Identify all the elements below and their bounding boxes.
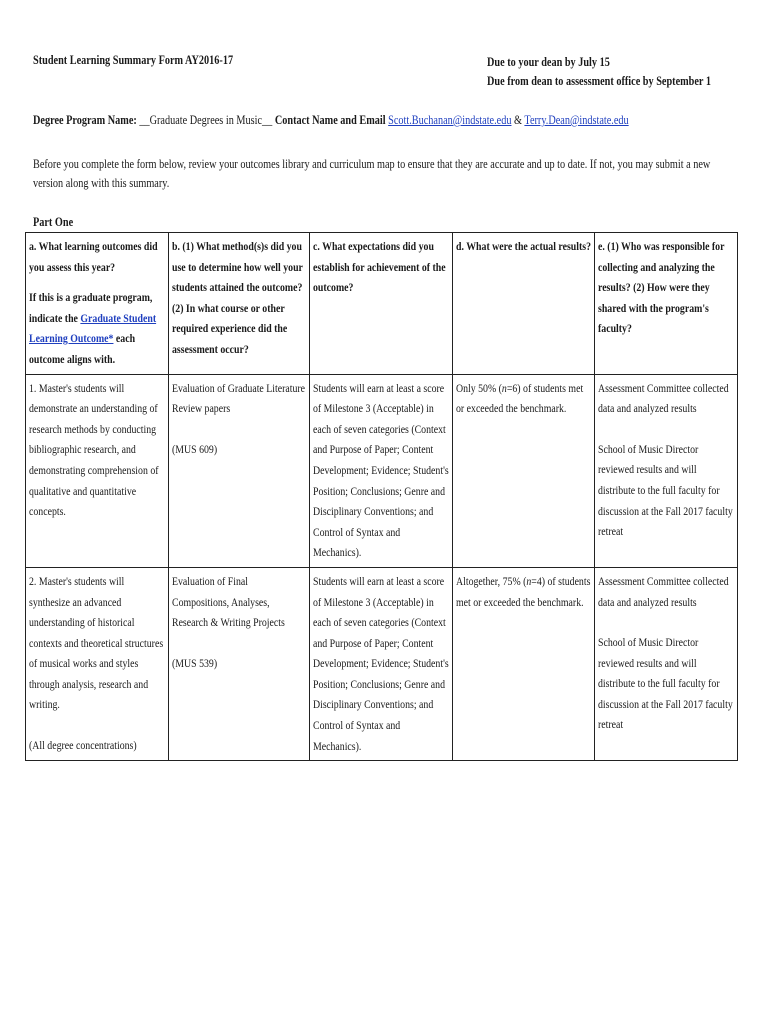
table-header-row xyxy=(26,233,738,375)
header-a-grad xyxy=(29,287,165,369)
row1-outcome: 1. Master's students will demonstrate an understanding of research methods by conducting bibliographic research, and demonstrating comprehension of qualitative and quantitative concepts. xyxy=(26,374,169,567)
header-a-grad-suffix: each outcome aligns with. xyxy=(29,331,136,366)
email-link-2[interactable]: Terry.Dean@indstate.edu xyxy=(524,113,629,127)
row2-outcome: 2. Master's students will synthesize an advanced understanding of historical contexts and theoretical structures of musical works and styles through analysis, research and writing. (All degree concentrations) xyxy=(26,567,169,760)
table-row xyxy=(26,567,738,760)
amp: & xyxy=(514,113,523,127)
contact-label: Contact Name and Email xyxy=(274,113,386,127)
table-row xyxy=(26,374,738,567)
header-e: e. (1) Who was responsible for collecting and analyzing the results? (2) How were they shared with the program's faculty? xyxy=(595,233,738,375)
intro-text: Before you complete the form below, review your outcomes library and curriculum map to ensure that they are accurate and up to date. If not, you may submit a new version along with this summary. xyxy=(33,157,711,190)
due-dates xyxy=(487,53,711,91)
row1-result: Only 50% (n=6) of students met or exceeded the benchmark. xyxy=(453,374,595,567)
row2-responsible: Assessment Committee collected data and analyzed results School of Music Director reviewed results and will distribute to the full faculty for discussion at the Fall 2017 faculty retreat xyxy=(595,567,738,760)
row1-expectation: Students will earn at least a score of Milestone 3 (Acceptable) in each of seven categories (Context and Purpose of Paper; Content Development; Evidence; Student's Position; Conclusions; Genre and Disciplinary Conventions; and Control of Syntax and Mechanics). xyxy=(310,374,453,567)
grad-outcome-link[interactable]: Graduate Student Learning Outcome* xyxy=(29,310,157,346)
header-d: d. What were the actual results? xyxy=(453,233,595,375)
header-b: b. (1) What method(s)s did you use to determine how well your students attained the outcome? (2) In what course or other required experience did the assessment occur? xyxy=(169,233,310,375)
row2-expectation: Students will earn at least a score of Milestone 3 (Acceptable) in each of seven categories (Context and Purpose of Paper; Content Development; Evidence; Student's Position; Conclusions; Genre and Disciplinary Conventions; and Control of Syntax and Mechanics). xyxy=(310,567,453,760)
row1-responsible: Assessment Committee collected data and analyzed results School of Music Director reviewed results and will distribute to the full faculty for discussion at the Fall 2017 faculty retreat xyxy=(595,374,738,567)
header-a-question: a. What learning outcomes did you assess this year? xyxy=(29,239,158,274)
due-dean: Due to your dean by July 15 xyxy=(487,55,610,69)
due-office: Due from dean to assessment office by September 1 xyxy=(487,74,711,88)
part-label: Part One xyxy=(33,215,74,229)
header-a-grad-prefix: If this is a graduate program, indicate the xyxy=(29,290,153,325)
row2-method: Evaluation of Final Compositions, Analyses, Research & Writing Projects (MUS 539) xyxy=(169,567,310,760)
email-link-1[interactable]: Scott.Buchanan@indstate.edu xyxy=(388,113,512,127)
header-c: c. What expectations did you establish for achievement of the outcome? xyxy=(310,233,453,375)
row2-result: Altogether, 75% (n=4) of students met or exceeded the benchmark. xyxy=(453,567,595,760)
header-a xyxy=(26,233,169,375)
outcomes-table xyxy=(25,232,738,761)
form-title: Student Learning Summary Form AY2016-17 xyxy=(33,53,234,67)
row1-method: Evaluation of Graduate Literature Review papers (MUS 609) xyxy=(169,374,310,567)
program-name-label: Degree Program Name: xyxy=(33,113,137,127)
program-line xyxy=(33,113,629,128)
program-name-value: __Graduate Degrees in Music__ xyxy=(139,113,273,127)
